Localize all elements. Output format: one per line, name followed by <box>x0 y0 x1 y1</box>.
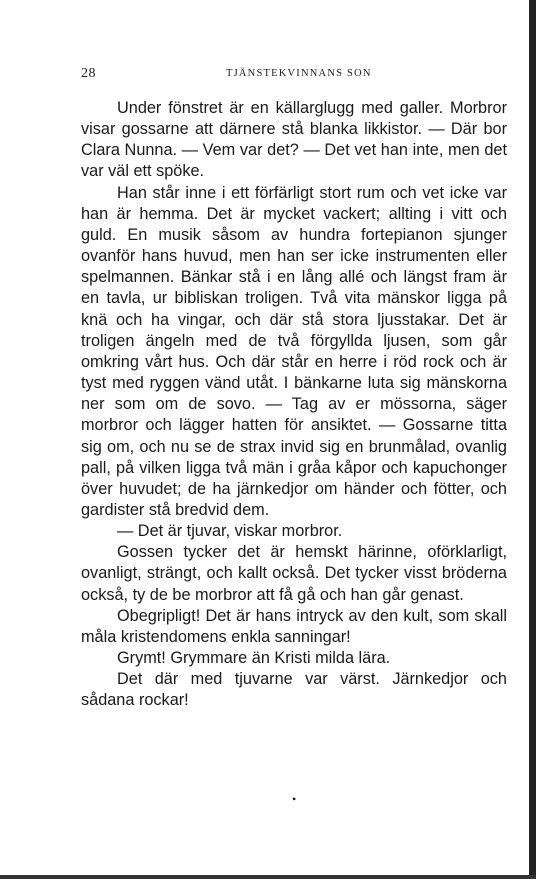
paragraph: — Det är tjuvar, viskar morbror. <box>117 522 343 541</box>
page-header <box>81 66 511 84</box>
page-number: 28 <box>81 66 96 81</box>
paragraph: Gossen tycker det är hemskt härinne, oförklarligt, ovanligt, strängt, och kallt också. Det tycker visst bröderna också, ty de be morbror att få gå och han går genast. <box>81 543 507 604</box>
paragraph: Grymt! Grymmare än Kristi milda lära. <box>117 649 391 668</box>
running-head: TJÄNSTEKVINNANS SON <box>226 68 372 79</box>
page-edge-bottom <box>0 875 536 879</box>
paragraph: Obegripligt! Det är hans intryck av den kult, som skall måla kristendomens enkla sanningar! <box>81 606 507 646</box>
paragraph: Han står inne i ett förfärligt stort rum och vet icke var han är hemma. Det är mycket vackert; allting i vitt och guld. En musik såsom av hundra fortepianon sjunger ovanför hans huvud, men han ser icke instrumenten eller spelmannen. Bänkar stå i en lång allé och längst fram är en tavla, ur bibliskan troligen. Två vita mänskor ligga på knä och ha vingar, och där stå stora ljusstakar. Det är troligen ängeln med de två förgyllda ljusen, som går omkring vårt hus. Och där står en herre i röd rock och är tyst med ryggen vänd utåt. I bänkarne luta sig mänskorna ner som om de sovo. — Tag av er mössorna, säger morbror och lägger hatten för ansiktet. — Gossarne titta sig om, och nu se de strax invid sig en brunmålad, ovanlig pall, på vilken ligga två män i gråa kåpor och kapuchonger över huvudet; de ha järnkedjor om händer och fötter, och gardister stå bredvid dem. <box>81 183 507 519</box>
page-edge-right <box>529 0 536 879</box>
body-text <box>81 98 507 712</box>
paragraph: Under fönstret är en källarglugg med galler. Morbror visar gossarne att därnere stå blanka likkistor. — Där bor Clara Nunna. — Vem var det? — Det vet han inte, men det var väl ett spöke. <box>81 99 507 181</box>
footer-mark: • <box>292 792 297 806</box>
paragraph: Det där med tjuvarne var värst. Järnkedjor och sådana rockar! <box>81 670 507 710</box>
